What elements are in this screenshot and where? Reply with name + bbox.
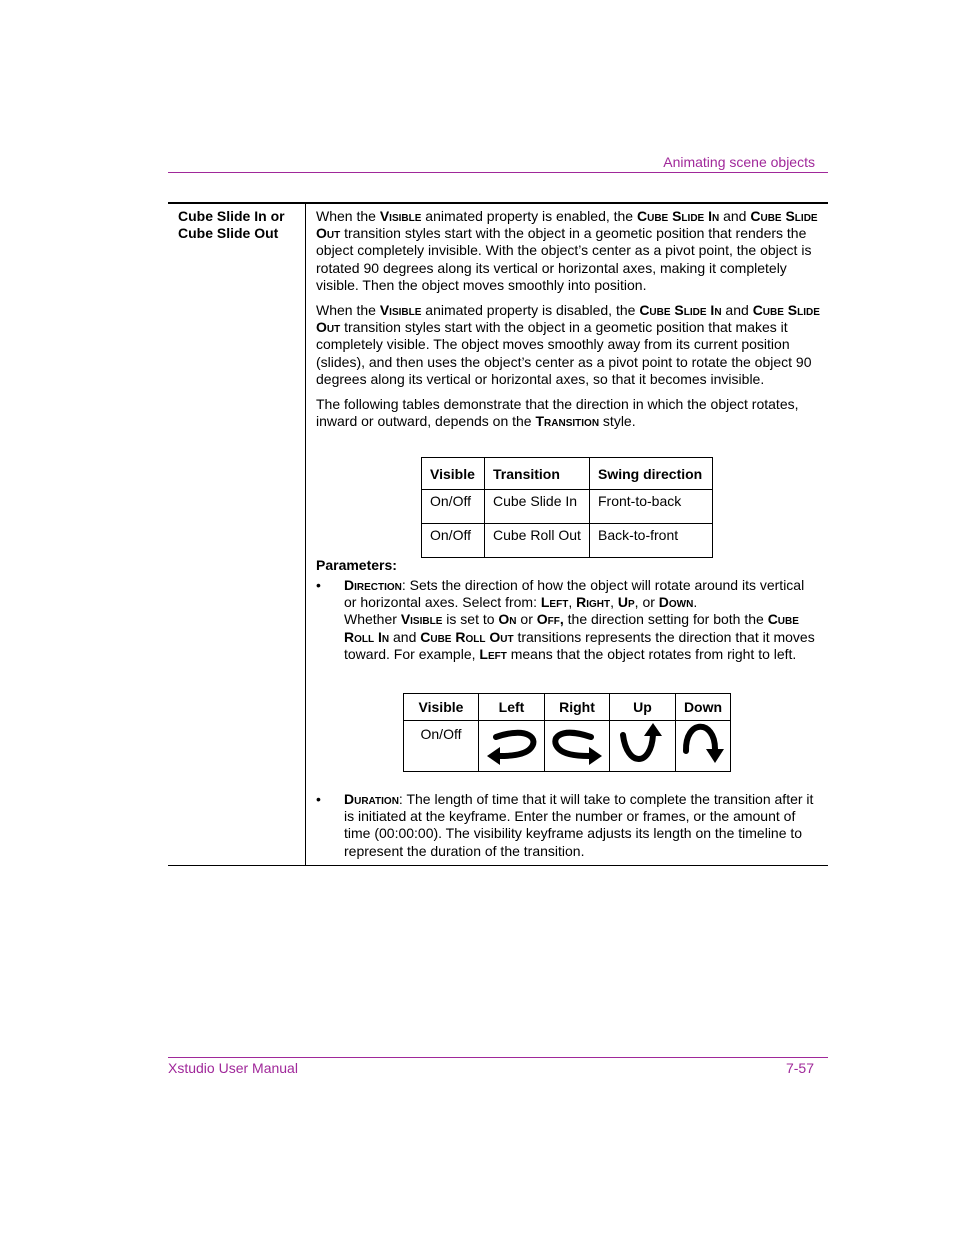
entry-body xyxy=(316,208,820,438)
table-row: On/Off Cube Roll Out Back-to-front xyxy=(422,524,713,558)
header-right: Right xyxy=(545,694,610,721)
footer-page-number: 7-57 xyxy=(785,1060,814,1076)
table-header-row xyxy=(404,694,731,721)
swing-direction-table xyxy=(421,457,713,558)
table-bottom-rule xyxy=(168,865,828,866)
direction-parameter: Direction: Sets the direction of how the object will rotate around its vertical or horizontal axes. Select from: Left, Right, Up, or Down. Whether Visible is set to On or Off, the direction setting for both the Cube Roll In and Cube Roll Out transitions represents the direction that it moves toward. For example, Left means that the object rotates from right to left. xyxy=(344,577,815,662)
page-header-title: Animating scene objects xyxy=(663,154,815,170)
direction-table xyxy=(403,693,731,772)
right-cell xyxy=(545,721,610,772)
up-cell xyxy=(610,721,676,772)
arrow-left-curve-icon xyxy=(482,721,542,765)
header-rule xyxy=(168,172,828,173)
row-visible-value: On/Off xyxy=(404,721,479,772)
header-visible: Visible xyxy=(404,694,479,721)
table-row xyxy=(404,721,731,772)
paragraph-tables-intro: The following tables demonstrate that the direction in which the object rotates, inward or outward, depends on the Transition style. xyxy=(316,396,799,430)
entry-term: Cube Slide In or Cube Slide Out xyxy=(178,208,285,241)
paragraph-visible-disabled: When the Visible animated property is disabled, the Cube Slide In and Cube Slide Out transition styles start with the object in a geometic position that makes it completely visible. The object moves smoothly away from its current position (slides), and then uses the object’s center as a pivot point to rotate the object 90 degrees along its vertical or horizontal axes, so that it becomes invisible. xyxy=(316,302,820,387)
arrow-right-curve-icon xyxy=(547,721,607,765)
down-cell xyxy=(676,721,731,772)
header-transition: Transition xyxy=(485,458,590,490)
column-divider xyxy=(305,204,306,866)
header-up: Up xyxy=(610,694,676,721)
table-top-rule xyxy=(168,202,828,204)
footer-rule xyxy=(168,1057,828,1058)
header-left: Left xyxy=(479,694,545,721)
arrow-up-curve-icon xyxy=(613,721,673,765)
header-down: Down xyxy=(676,694,731,721)
table-header-row xyxy=(422,458,713,490)
bullet: • xyxy=(316,577,321,593)
arrow-down-curve-icon xyxy=(677,721,729,765)
duration-parameter: Duration: The length of time that it will take to complete the transition after it is initiated at the keyframe. Enter the number or frames, or the amount of time (00:00:00). The visibility keyframe adjusts its length on the timeline to represent the duration of the transition. xyxy=(344,791,814,859)
left-cell xyxy=(479,721,545,772)
header-swing-direction: Swing direction xyxy=(590,458,713,490)
footer-manual-title: Xstudio User Manual xyxy=(168,1060,298,1076)
parameters-label: Parameters: xyxy=(316,557,397,573)
paragraph-visible-enabled: When the Visible animated property is enabled, the Cube Slide In and Cube Slide Out transition styles start with the object in a geometic position that renders the object completely invisible. With the object’s center as a pivot point, the object is rotated 90 degrees along its vertical or horizontal axes, making it completely visible. Then the object moves smoothly into position. xyxy=(316,208,818,293)
header-visible: Visible xyxy=(422,458,485,490)
bullet: • xyxy=(316,791,321,807)
table-row: On/Off Cube Slide In Front-to-back xyxy=(422,490,713,524)
